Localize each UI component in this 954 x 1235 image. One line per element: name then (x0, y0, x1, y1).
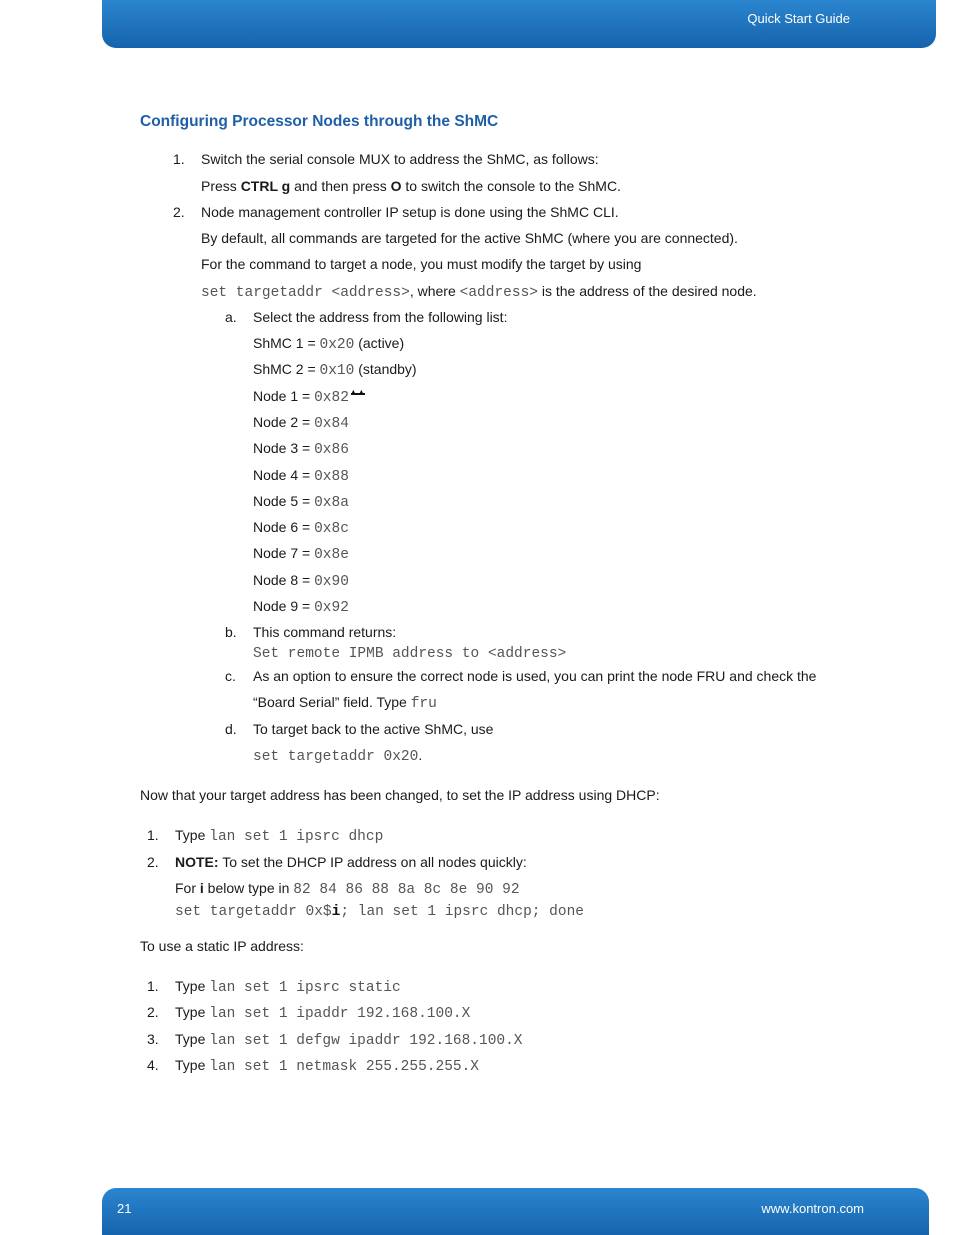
address-item: Node 1 = 0x82▲▲ (253, 387, 366, 407)
static-step: Type lan set 1 ipaddr 192.168.100.X (175, 1004, 471, 1022)
sub-d-text: To target back to the active ShMC, use (253, 721, 494, 737)
press-post: to switch the console to the ShMC. (401, 178, 621, 194)
sub-d-letter: d. (225, 721, 237, 737)
step-2-default-text: By default, all commands are targeted for the active ShMC (where you are connected). (201, 230, 738, 246)
step-2-text: Node management controller IP setup is done using the ShMC CLI. (201, 204, 619, 220)
dhcp-for-loop-line: For i below type in 82 84 86 88 8a 8c 8e 90 92 (175, 880, 520, 898)
address-description: is the address of the desired node. (537, 283, 757, 299)
sub-c-text-2: “Board Serial” field. Type (253, 694, 411, 710)
address-item: ShMC 1 = 0x20 (active) (253, 335, 405, 353)
sub-b-output: Set remote IPMB address to <address> (253, 646, 567, 662)
dhcp-intro: Now that your target address has been changed, to set the IP address using DHCP: (140, 787, 660, 803)
sub-b-letter: b. (225, 624, 237, 640)
step-1-text: Switch the serial console MUX to address the ShMC, as follows: (201, 151, 599, 167)
dhcp-step-1: Type lan set 1 ipsrc dhcp (175, 827, 384, 845)
address-item: Node 2 = 0x84 (253, 414, 349, 432)
note-label: NOTE: (175, 854, 219, 870)
page-footer-bar (102, 1188, 929, 1235)
step-1-press-line (201, 177, 621, 195)
set-targetaddr-command: set targetaddr <address> (201, 285, 410, 301)
static-step: Type lan set 1 ipsrc static (175, 978, 401, 996)
key-ctrl-g: CTRL g (240, 178, 291, 194)
step-2-target-text: For the command to target a node, you must modify the target by using (201, 256, 642, 272)
static-step: Type lan set 1 defgw ipaddr 192.168.100.X (175, 1031, 523, 1049)
address-item: Node 8 = 0x90 (253, 572, 349, 590)
static-step-number: 1. (147, 978, 159, 994)
sub-c-text-1: As an option to ensure the correct node is used, you can print the node FRU and check the (253, 668, 817, 684)
step-2-command-line (201, 282, 757, 302)
sub-d-command-line: set targetaddr 0x20. (253, 747, 423, 765)
static-step-number: 2. (147, 1004, 159, 1020)
static-step-number: 3. (147, 1031, 159, 1047)
sub-c-letter: c. (225, 668, 236, 684)
sub-a-letter: a. (225, 309, 237, 325)
fru-command: fru (410, 696, 437, 712)
page-header-bar (102, 0, 936, 48)
address-item: Node 5 = 0x8a (253, 493, 349, 511)
address-item: Node 7 = 0x8e (253, 545, 349, 563)
address-item: Node 6 = 0x8c (253, 519, 349, 537)
where-text: , where (409, 283, 460, 299)
sub-a-text: Select the address from the following list: (253, 309, 508, 325)
step-2-number: 2. (173, 204, 185, 220)
step-1-number: 1. (173, 151, 185, 167)
section-heading: Configuring Processor Nodes through the ShMC (140, 113, 499, 130)
key-o: O (390, 178, 402, 194)
address-item: ShMC 2 = 0x10 (standby) (253, 361, 417, 379)
website-link[interactable]: www.kontron.com (761, 1201, 864, 1216)
sub-c-line-2 (253, 693, 437, 713)
static-step-number: 4. (147, 1057, 159, 1073)
lan-ipsrc-dhcp-command: lan set 1 ipsrc dhcp (209, 829, 384, 845)
static-intro: To use a static IP address: (140, 938, 304, 954)
set-targetaddr-shmc-command: set targetaddr 0x20 (253, 749, 419, 765)
dhcp-step-2-note: NOTE: To set the DHCP IP address on all nodes quickly: (175, 854, 527, 870)
address-item: Node 4 = 0x88 (253, 467, 349, 485)
address-item: Node 9 = 0x92 (253, 598, 349, 616)
press-pre: Press (201, 178, 241, 194)
static-step: Type lan set 1 netmask 255.255.255.X (175, 1057, 479, 1075)
address-item: Node 3 = 0x86 (253, 440, 349, 458)
node-address-list: 82 84 86 88 8a 8c 8e 90 92 (293, 882, 520, 898)
press-mid: and then press (290, 178, 391, 194)
address-placeholder: <address> (459, 285, 538, 301)
page-number: 21 (117, 1201, 132, 1216)
header-title: Quick Start Guide (747, 11, 850, 26)
dhcp-loop-command: set targetaddr 0x$i; lan set 1 ipsrc dhcp; done (175, 904, 584, 920)
sub-b-text: This command returns: (253, 624, 397, 640)
dhcp-step-2-number: 2. (147, 854, 159, 870)
footnote-marker-icon (350, 387, 366, 397)
dhcp-step-1-number: 1. (147, 827, 159, 843)
